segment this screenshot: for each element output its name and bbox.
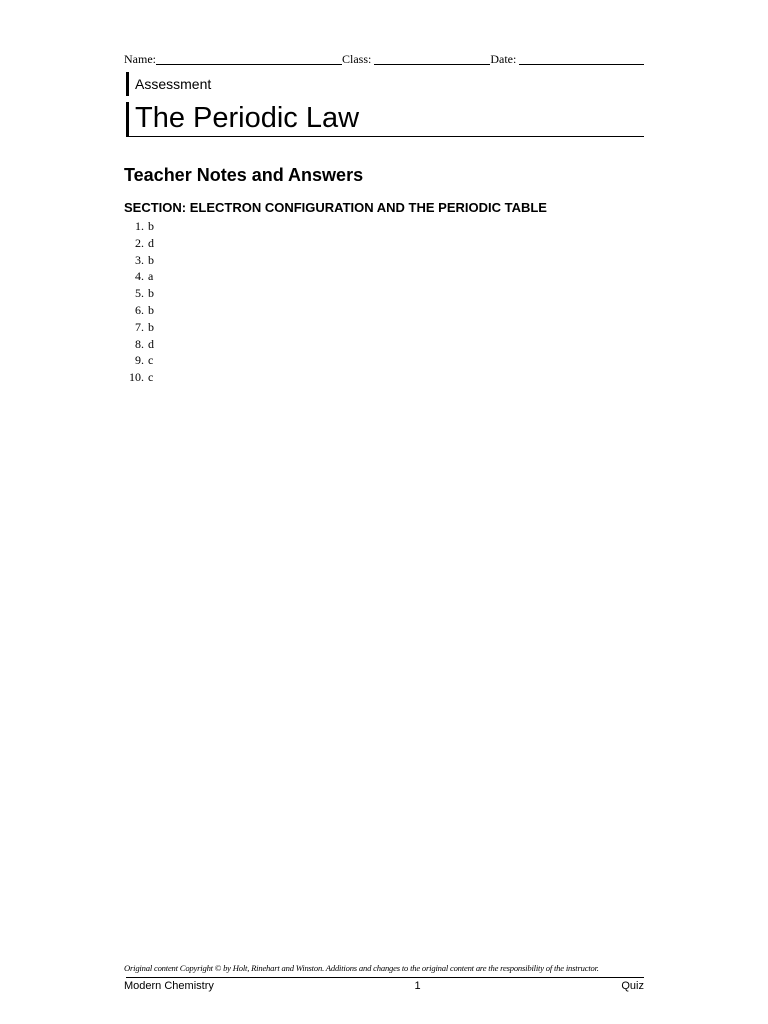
page-title: The Periodic Law: [135, 102, 360, 134]
answer-number: 9.: [135, 353, 144, 368]
answer-number: 7.: [135, 319, 144, 334]
answer-value: b: [148, 302, 154, 317]
name-label: Name:: [124, 52, 156, 66]
class-blank: [374, 53, 490, 65]
answer-number: 4.: [135, 269, 144, 284]
answer-value: c: [148, 370, 154, 385]
assessment-label: Assessment: [135, 76, 212, 92]
accent-bar: [126, 102, 129, 136]
footer-page-number: 1: [414, 980, 421, 992]
answer-item: [124, 218, 154, 235]
footer-book: Modern Chemistry: [124, 980, 214, 992]
answer-item: [124, 302, 154, 319]
answer-value: b: [148, 219, 154, 233]
answer-value: c: [148, 353, 154, 368]
footer-type: Quiz: [621, 980, 644, 992]
title-rule: [126, 136, 644, 137]
answer-item: [124, 352, 154, 369]
header-fields: [124, 52, 644, 66]
answer-item: [124, 252, 154, 269]
name-blank: [156, 53, 342, 65]
answer-value: d: [148, 336, 154, 351]
answer-number: 8.: [135, 336, 144, 351]
answer-item: [124, 336, 154, 353]
answer-value: d: [148, 235, 154, 250]
answer-value: a: [148, 269, 154, 284]
page-subtitle: Teacher Notes and Answers: [124, 165, 364, 185]
answer-item: [124, 319, 154, 336]
date-blank: [519, 53, 644, 65]
accent-bar: [126, 72, 129, 96]
answer-number: 6.: [135, 302, 144, 317]
page-footer: [124, 980, 644, 992]
answer-number: 3.: [135, 252, 144, 267]
answer-number: 10.: [129, 370, 144, 385]
answer-item: [124, 285, 154, 302]
class-label: Class:: [342, 52, 372, 66]
section-heading: SECTION: ELECTRON CONFIGURATION AND THE PERIODIC TABLE: [124, 200, 547, 215]
answer-item: [124, 235, 154, 252]
footer-rule: [126, 977, 644, 978]
answer-number: 2.: [135, 235, 144, 250]
answer-value: b: [148, 252, 154, 267]
date-label: Date:: [490, 52, 517, 66]
answer-number: 5.: [135, 286, 144, 301]
answer-value: b: [148, 319, 154, 334]
answer-value: b: [148, 286, 154, 301]
copyright-notice: Original content Copyright © by Holt, Rinehart and Winston. Additions and changes to the original content are the responsibility of the instructor.: [124, 963, 599, 973]
answer-item: [124, 268, 154, 285]
answer-number: 1.: [135, 219, 144, 233]
answer-list: [124, 218, 154, 386]
answer-item: [124, 369, 154, 386]
